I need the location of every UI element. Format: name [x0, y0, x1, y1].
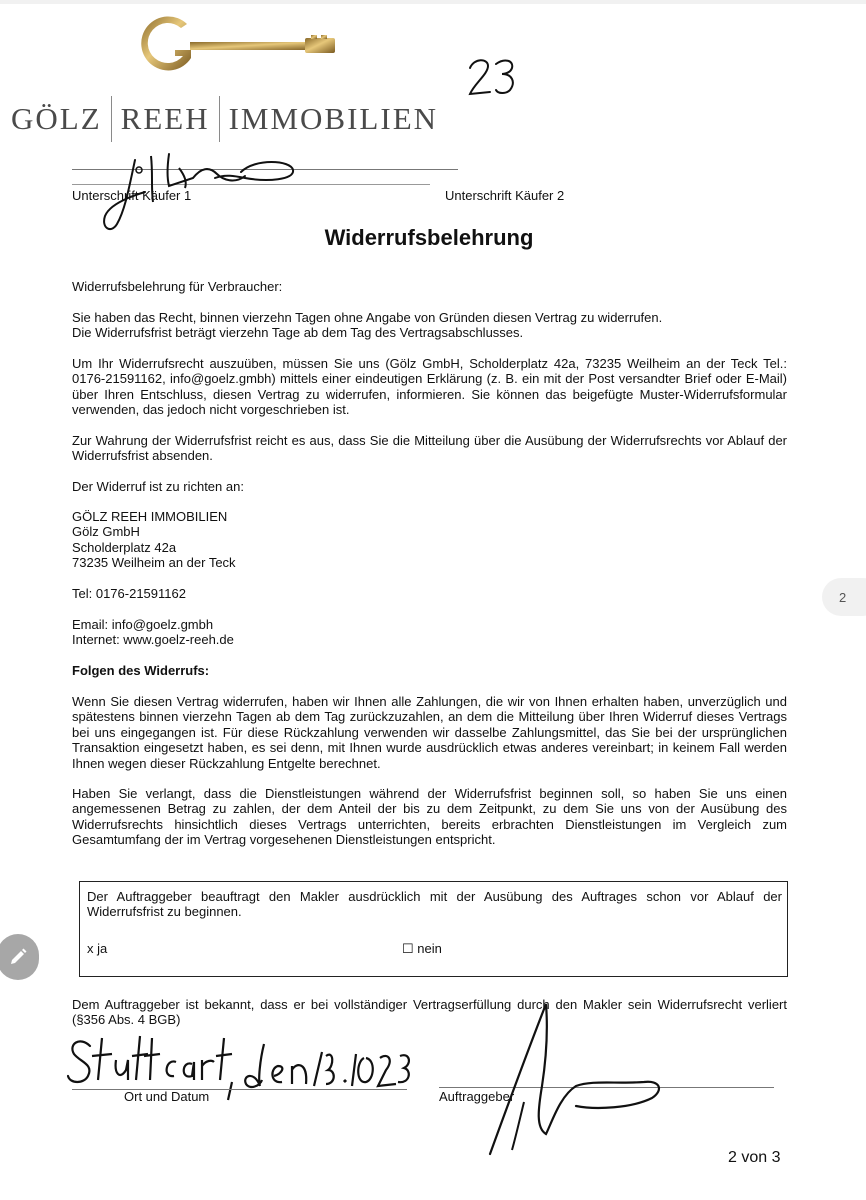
- address-line: 73235 Weilheim an der Teck: [72, 555, 236, 571]
- handwritten-page-number: [466, 56, 520, 98]
- brand-part-2: REEH: [120, 101, 210, 136]
- right-of-withdrawal-paragraph: [72, 310, 787, 341]
- telephone: Tel: 0176-21591162: [72, 586, 186, 601]
- withdrawal-notice: Dem Auftraggeber ist bekannt, dass er bei vollständiger Vertragserfüllung durch den Makler sein Widerrufsrecht verliert (§356 Abs. 4 BGB): [72, 997, 787, 1028]
- buyer-2-signature-label: Unterschrift Käufer 2: [445, 188, 565, 203]
- consequences-heading: Folgen des Widerrufs:: [72, 663, 210, 678]
- key-logo-icon: [135, 14, 345, 80]
- page-count: 2 von 3: [728, 1149, 781, 1166]
- contact-block: [72, 617, 787, 648]
- consequences-paragraph: Wenn Sie diesen Vertrag widerrufen, haben wir Ihnen alle Zahlungen, die wir von Ihnen erhalten haben, unverzüglich und spätestens binnen vierzehn Tagen ab dem Tag zurückzuzahlen, an dem die Mitteilung über Ihren Widerruf dieses Vertrags bei uns eingegangen ist. Für diese Rückzahlung verwenden wir dasselbe Zahlungsmittel, das Sie bei der ursprünglichen Transaktion eingesetzt haben, es sei denn, mit Ihnen wurde ausdrücklich etwas anderes vereinbart; in keinem Fall werden Ihnen wegen dieser Rückzahlung Entgelte berechnet.: [72, 694, 787, 771]
- address-line: Gölz GmbH: [72, 524, 140, 540]
- edit-button[interactable]: [0, 934, 39, 980]
- brand-wordmark: [11, 96, 438, 142]
- buyer-1-signature-label: Unterschrift Käufer 1: [72, 188, 192, 203]
- services-paragraph: Haben Sie verlangt, dass die Dienstleistungen während der Widerrufsfrist beginnen soll, so haben Sie uns einen angemessenen Betrag zu zahlen, der dem Anteil der bis zu dem Zeitpunkt, zu dem Sie uns von der Ausübung des Widerrufsrechts hinsichtlich dieses Vertrags unterrichten, bereits erbrachten Dienstleistungen im Vergleich zum Gesamtumfang der im Vertrag vorgesehenen Dienstleistungen entspricht.: [72, 786, 787, 848]
- address-block: [72, 509, 787, 571]
- consent-box: [79, 881, 788, 977]
- handwritten-place-date: [64, 1030, 414, 1112]
- brand-divider: [219, 96, 220, 142]
- email: Email: info@goelz.gmbh: [72, 617, 214, 632]
- address-line: Scholderplatz 42a: [72, 539, 177, 555]
- place-date-label: Ort und Datum: [124, 1089, 210, 1104]
- page-indicator[interactable]: 2: [822, 578, 866, 616]
- brand-divider: [111, 96, 112, 142]
- right-line: Die Widerrufsfrist beträgt vierzehn Tage ab dem Tag des Vertragsabschlusses.: [72, 325, 524, 341]
- consent-text: Der Auftraggeber beauftragt den Makler ausdrücklich mit der Ausübung des Auftrages schon vor Ablauf der Widerrufsfrist zu beginnen.: [87, 889, 782, 920]
- addressee-intro: Der Widerruf ist zu richten an:: [72, 479, 244, 494]
- pencil-icon: [8, 947, 28, 967]
- document-title: Widerrufsbelehrung: [324, 225, 534, 250]
- client-label: Auftraggeber: [439, 1089, 515, 1104]
- right-line: Sie haben das Recht, binnen vierzehn Tagen ohne Angabe von Gründen diesen Vertrag zu widerrufen.: [72, 310, 663, 325]
- address-line: GÖLZ REEH IMMOBILIEN: [72, 509, 228, 524]
- option-yes: x ja: [87, 941, 108, 956]
- brand-part-1: GÖLZ: [11, 101, 102, 136]
- deadline-paragraph: Zur Wahrung der Widerrufsfrist reicht es aus, dass Sie die Mitteilung über die Ausübung der Widerrufsrechts vor Ablauf der Widerrufsfrist absenden.: [72, 433, 787, 464]
- consumer-intro: Widerrufsbelehrung für Verbraucher:: [72, 279, 283, 294]
- place-date-line: [72, 1089, 407, 1090]
- viewer-top-strip: [0, 0, 866, 4]
- brand-part-3: IMMOBILIEN: [228, 101, 439, 136]
- client-signature: [476, 990, 666, 1156]
- option-no: ☐ nein: [402, 941, 442, 956]
- internet: Internet: www.goelz-reeh.de: [72, 632, 234, 648]
- exercise-paragraph: Um Ihr Widerrufsrecht auszuüben, müssen Sie uns (Gölz GmbH, Scholderplatz 42a, 73235 Weilheim an der Teck Tel.: 0176-21591162, info@goelz.gmbh) mittels einer eindeutigen Erklärung (z. B. ein mit der Post versandter Brief oder E-Mail) über Ihren Entschluss, diesen Vertrag zu widerrufen, informieren. Sie können das beigefügte Muster-Widerrufsformular verwenden, das jedoch nicht vorgeschrieben ist.: [72, 356, 787, 418]
